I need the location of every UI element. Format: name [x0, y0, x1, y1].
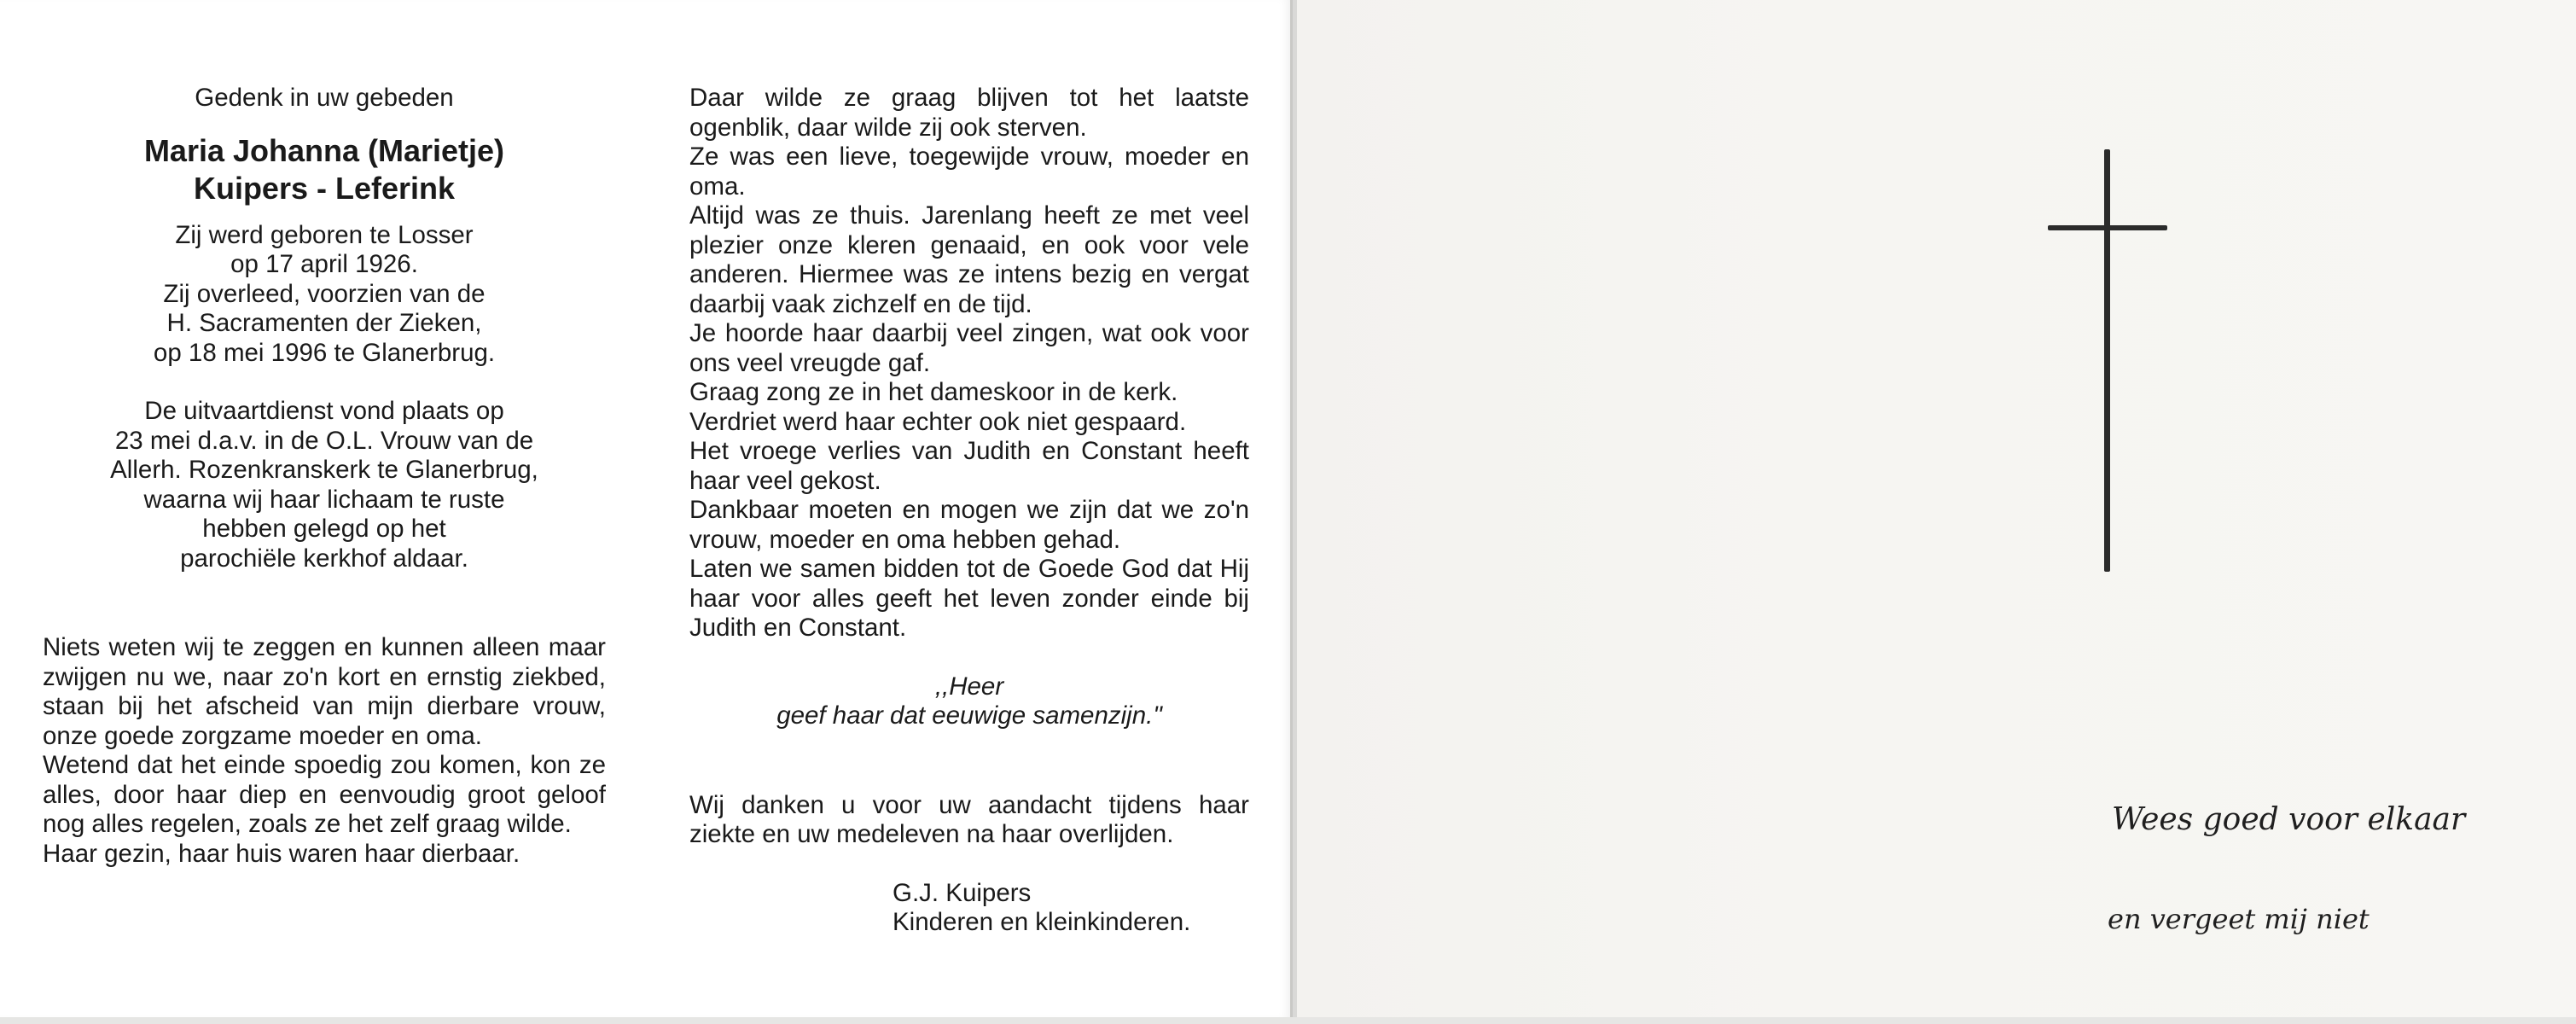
cross-icon	[2048, 149, 2167, 572]
scan-edge	[0, 1017, 2576, 1024]
deceased-name	[43, 132, 606, 207]
paragraph: Verdriet werd haar echter ook niet gespaard.	[689, 407, 1187, 436]
signature-line-2: Kinderen en kleinkinderen.	[893, 908, 1191, 936]
header-block	[43, 84, 606, 573]
card-front	[1297, 0, 2576, 1017]
service-block	[43, 397, 606, 573]
script-motto: Wees goed voor elkaar	[2112, 802, 2466, 837]
service-line: 23 mei d.a.v. in de O.L. Vrouw van de	[114, 426, 534, 455]
paragraph: Wetend dat het einde spoedig zou komen, kon ze alles, door haar diep en eenvoudig groot geloof nog alles regelen, zoals ze het zelf graag wilde.	[43, 751, 606, 838]
born-line: H. Sacramenten der Zieken,	[166, 309, 482, 337]
paragraph: Het vroege verlies van Judith en Constant heeft haar veel gekost.	[689, 437, 1249, 495]
column-left	[43, 84, 606, 869]
born-line: op 17 april 1926.	[230, 250, 418, 278]
script-motto-2: en vergeet mij niet	[2108, 903, 2370, 935]
birth-death-block	[43, 221, 606, 369]
service-line: hebben gelegd op het	[202, 515, 446, 543]
service-line: Allerh. Rozenkranskerk te Glanerbrug,	[110, 456, 538, 484]
signature-line-1: G.J. Kuipers	[893, 878, 1032, 907]
name-line-1: Maria Johanna (Marietje)	[143, 132, 505, 168]
paragraph: Daar wilde ze graag blijven tot het laatste ogenblik, daar wilde zij ook sterven.	[689, 84, 1249, 142]
service-line: parochiële kerkhof aldaar.	[180, 544, 468, 573]
service-line: De uitvaartdienst vond plaats op	[144, 397, 504, 425]
born-line: op 18 mei 1996 te Glanerbrug.	[153, 338, 496, 367]
column-middle	[689, 84, 1249, 938]
paragraph: Ze was een lieve, toegewijde vrouw, moeder en oma.	[689, 143, 1249, 201]
paragraph: Dankbaar moeten en mogen we zijn dat we zo'n vrouw, moeder en oma hebben gehad.	[689, 496, 1249, 554]
born-line: Zij werd geboren te Losser	[175, 220, 474, 249]
quote-line-1: ,,Heer	[934, 672, 1004, 701]
paragraph: Haar gezin, haar huis waren haar dierbaar.	[43, 839, 520, 868]
signature	[689, 879, 1249, 938]
paragraph: Laten we samen bidden tot de Goede God dat Hij haar voor alles geeft het leven zonder einde bij Judith en Constant.	[689, 555, 1249, 642]
paragraph: Graag zong ze in het dameskoor in de kerk.	[689, 378, 1178, 406]
paragraph: Altijd was ze thuis. Jarenlang heeft ze met veel plezier onze kleren genaaid, en ook voor vele anderen. Hiermee was ze intens bezig en vergat daarbij vaak zichzelf en de tijd.	[689, 201, 1249, 318]
born-line: Zij overleed, voorzien van de	[163, 279, 486, 308]
quote-line-2: geef haar dat eeuwige samenzijn."	[776, 701, 1162, 730]
thanks-text: Wij danken u voor uw aandacht tijdens haar ziekte en uw medeleven na haar overlijden.	[689, 790, 1249, 848]
heading: Gedenk in uw gebeden	[195, 84, 454, 112]
prayer-quote	[689, 672, 1249, 731]
card-inner-left	[0, 0, 1293, 1017]
paragraph: Je hoorde haar daarbij veel zingen, wat ook voor ons veel vreugde gaf.	[689, 319, 1249, 377]
name-line-2: Kuipers - Leferink	[193, 170, 456, 206]
paragraph: Niets weten wij te zeggen en kunnen alleen maar zwijgen nu we, naar zo'n kort en ernstig ziekbed, staan bij het afscheid van mijn dierbare vrouw, onze goede zorgzame moeder en oma.	[43, 633, 606, 750]
service-line: waarna wij haar lichaam te ruste	[143, 485, 505, 514]
